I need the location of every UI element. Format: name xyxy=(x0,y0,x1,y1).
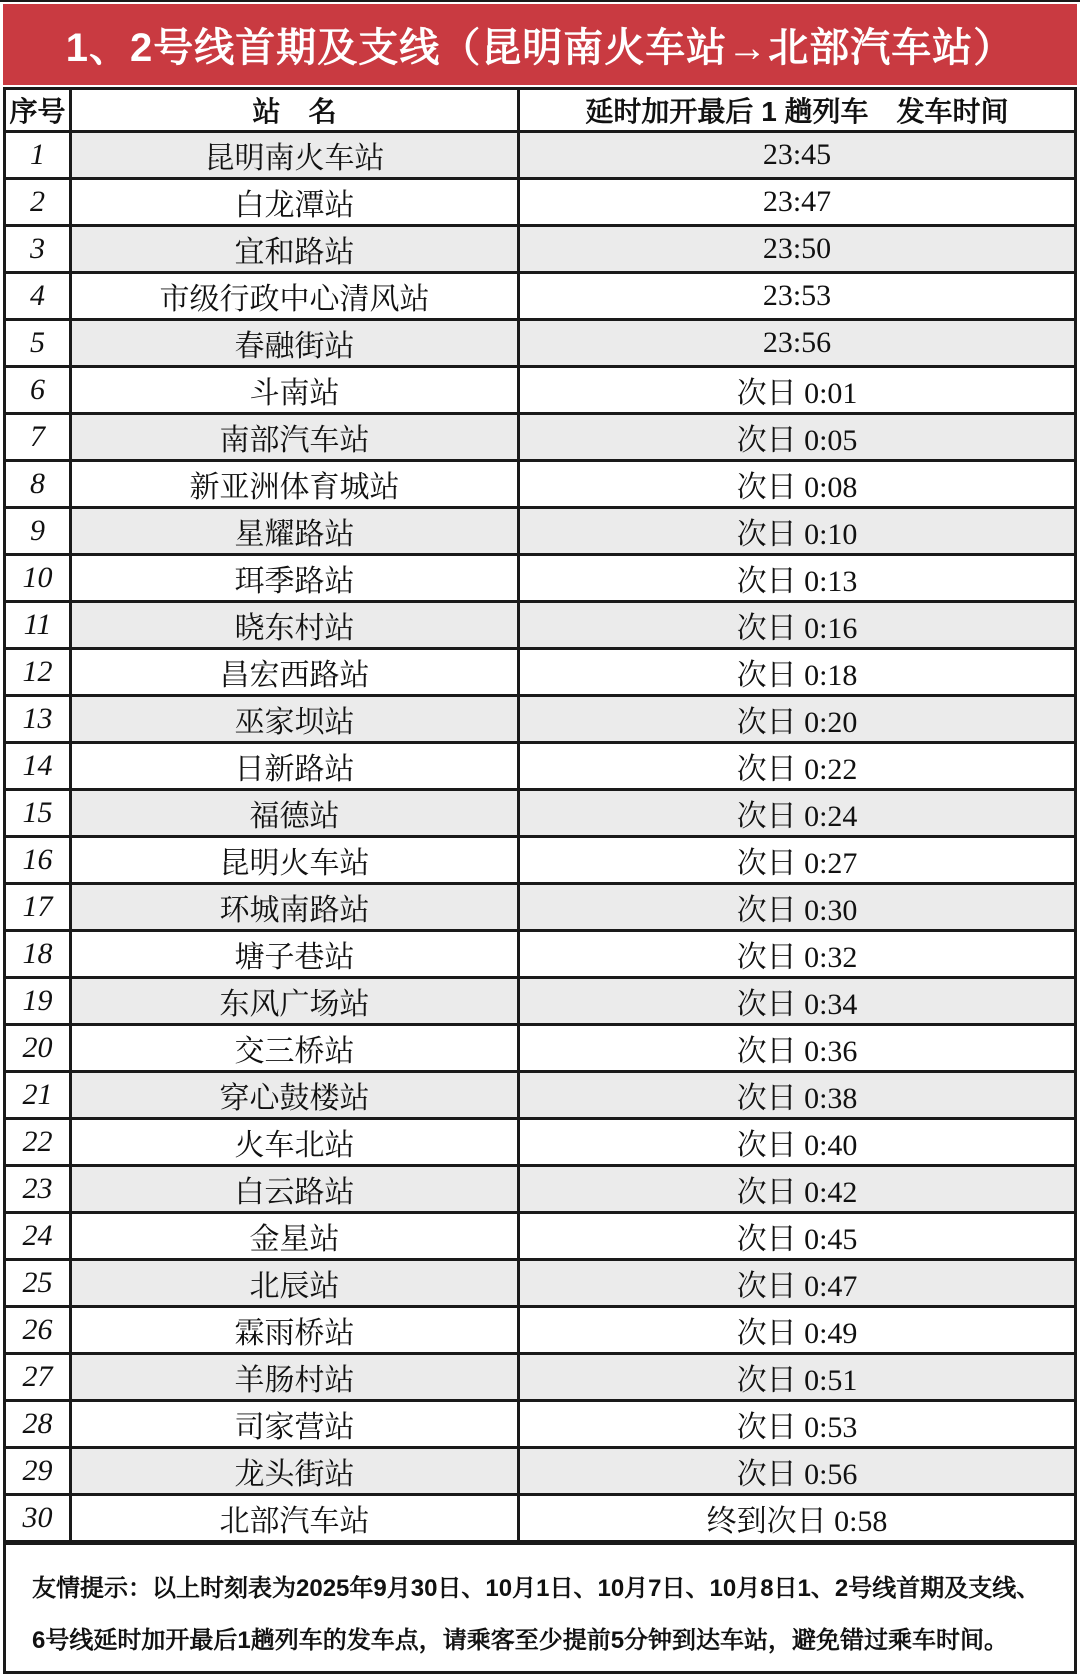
seq-number-cell: 8 xyxy=(5,461,71,508)
departure-time-cell: 次日 0:36 xyxy=(519,1025,1076,1072)
seq-number-cell: 5 xyxy=(5,320,71,367)
station-row xyxy=(5,273,1076,320)
station-name-cell: 白云路站 xyxy=(71,1166,519,1213)
departure-time-cell: 终到次日 0:58 xyxy=(519,1495,1076,1542)
departure-time-cell: 次日 0:47 xyxy=(519,1260,1076,1307)
seq-number-cell: 28 xyxy=(5,1401,71,1448)
departure-time-cell: 次日 0:24 xyxy=(519,790,1076,837)
station-name-cell: 白龙潭站 xyxy=(71,179,519,226)
seq-number-cell: 25 xyxy=(5,1260,71,1307)
departure-time-cell: 次日 0:34 xyxy=(519,978,1076,1025)
station-row xyxy=(5,743,1076,790)
departure-time-cell: 23:47 xyxy=(519,179,1076,226)
station-name-cell: 羊肠村站 xyxy=(71,1354,519,1401)
station-row xyxy=(5,1025,1076,1072)
notice-line-1: 友情提示：以上时刻表为2025年9月30日、10月1日、10月7日、10月8日1、2号线首期及支线、 xyxy=(32,1575,1041,1602)
departure-time-cell: 次日 0:40 xyxy=(519,1119,1076,1166)
seq-number-cell: 4 xyxy=(5,273,71,320)
station-row xyxy=(5,555,1076,602)
station-name-cell: 日新路站 xyxy=(71,743,519,790)
seq-number-cell: 18 xyxy=(5,931,71,978)
seq-number-cell: 27 xyxy=(5,1354,71,1401)
station-row xyxy=(5,790,1076,837)
seq-number-cell: 7 xyxy=(5,414,71,461)
station-row xyxy=(5,1448,1076,1495)
station-name-cell: 星耀路站 xyxy=(71,508,519,555)
station-name-cell: 晓东村站 xyxy=(71,602,519,649)
seq-number-cell: 15 xyxy=(5,790,71,837)
station-name-cell: 霖雨桥站 xyxy=(71,1307,519,1354)
station-row xyxy=(5,1213,1076,1260)
seq-number-cell: 16 xyxy=(5,837,71,884)
departure-time-cell: 次日 0:45 xyxy=(519,1213,1076,1260)
departure-time-cell: 23:53 xyxy=(519,273,1076,320)
header-row xyxy=(5,89,1076,132)
station-row xyxy=(5,1401,1076,1448)
departure-time-cell: 次日 0:49 xyxy=(519,1307,1076,1354)
station-row xyxy=(5,367,1076,414)
station-row xyxy=(5,1307,1076,1354)
departure-time-cell: 次日 0:20 xyxy=(519,696,1076,743)
station-name-cell: 穿心鼓楼站 xyxy=(71,1072,519,1119)
station-name-cell: 司家营站 xyxy=(71,1401,519,1448)
station-name-cell: 北辰站 xyxy=(71,1260,519,1307)
station-row xyxy=(5,179,1076,226)
station-row xyxy=(5,1072,1076,1119)
departure-time-cell: 次日 0:01 xyxy=(519,367,1076,414)
departure-time-cell: 次日 0:38 xyxy=(519,1072,1076,1119)
station-row xyxy=(5,1166,1076,1213)
station-row xyxy=(5,414,1076,461)
departure-time-cell: 次日 0:13 xyxy=(519,555,1076,602)
seq-number-cell: 17 xyxy=(5,884,71,931)
station-name-cell: 塘子巷站 xyxy=(71,931,519,978)
departure-time-cell: 次日 0:53 xyxy=(519,1401,1076,1448)
station-row xyxy=(5,837,1076,884)
seq-number-cell: 24 xyxy=(5,1213,71,1260)
seq-number-cell: 12 xyxy=(5,649,71,696)
station-row xyxy=(5,1495,1076,1542)
line-title: 1、2号线首期及支线（昆明南火车站→北部汽车站） xyxy=(65,26,1015,70)
station-name-cell: 交三桥站 xyxy=(71,1025,519,1072)
station-rows xyxy=(5,132,1076,1542)
seq-number-cell: 2 xyxy=(5,179,71,226)
departure-time-cell: 次日 0:32 xyxy=(519,931,1076,978)
station-name-cell: 宜和路站 xyxy=(71,226,519,273)
departure-time-cell: 次日 0:51 xyxy=(519,1354,1076,1401)
seq-number-cell: 14 xyxy=(5,743,71,790)
departure-time-cell: 次日 0:18 xyxy=(519,649,1076,696)
seq-number-cell: 29 xyxy=(5,1448,71,1495)
seq-number-cell: 13 xyxy=(5,696,71,743)
station-name-cell: 东风广场站 xyxy=(71,978,519,1025)
station-name-cell: 新亚洲体育城站 xyxy=(71,461,519,508)
station-row xyxy=(5,226,1076,273)
seq-number-cell: 22 xyxy=(5,1119,71,1166)
departure-time-cell: 次日 0:05 xyxy=(519,414,1076,461)
station-name-cell: 昆明火车站 xyxy=(71,837,519,884)
station-name-cell: 火车北站 xyxy=(71,1119,519,1166)
station-row xyxy=(5,1354,1076,1401)
station-row xyxy=(5,1119,1076,1166)
seq-number-cell: 19 xyxy=(5,978,71,1025)
station-name-cell: 斗南站 xyxy=(71,367,519,414)
seq-number-cell: 10 xyxy=(5,555,71,602)
notice-line-2: 6号线延时加开最后1趟列车的发车点，请乘客至少提前5分钟到达车站，避免错过乘车时间。 xyxy=(32,1627,1009,1654)
departure-time-cell: 次日 0:08 xyxy=(519,461,1076,508)
station-row xyxy=(5,132,1076,179)
station-name-cell: 珥季路站 xyxy=(71,555,519,602)
station-name-cell: 北部汽车站 xyxy=(71,1495,519,1542)
seq-number-cell: 11 xyxy=(5,602,71,649)
station-name-cell: 市级行政中心清风站 xyxy=(71,273,519,320)
station-row xyxy=(5,649,1076,696)
departure-time-cell: 23:50 xyxy=(519,226,1076,273)
station-row xyxy=(5,884,1076,931)
seq-number-cell: 9 xyxy=(5,508,71,555)
departure-time-cell: 23:56 xyxy=(519,320,1076,367)
notice-box xyxy=(3,1542,1077,1674)
departure-time-cell: 次日 0:10 xyxy=(519,508,1076,555)
seq-number-cell: 20 xyxy=(5,1025,71,1072)
station-name-cell: 环城南路站 xyxy=(71,884,519,931)
seq-number-cell: 26 xyxy=(5,1307,71,1354)
station-row xyxy=(5,931,1076,978)
station-name-cell: 福德站 xyxy=(71,790,519,837)
station-name-cell: 巫家坝站 xyxy=(71,696,519,743)
departure-time-cell: 23:45 xyxy=(519,132,1076,179)
station-row xyxy=(5,320,1076,367)
seq-number-cell: 6 xyxy=(5,367,71,414)
station-row xyxy=(5,602,1076,649)
seq-number-cell: 23 xyxy=(5,1166,71,1213)
seq-number-cell: 1 xyxy=(5,132,71,179)
station-name-cell: 龙头街站 xyxy=(71,1448,519,1495)
station-name-cell: 昆明南火车站 xyxy=(71,132,519,179)
departure-time-cell: 次日 0:27 xyxy=(519,837,1076,884)
station-name-cell: 昌宏西路站 xyxy=(71,649,519,696)
station-name-cell: 南部汽车站 xyxy=(71,414,519,461)
departure-time-cell: 次日 0:42 xyxy=(519,1166,1076,1213)
seq-number-cell: 3 xyxy=(5,226,71,273)
station-row xyxy=(5,1260,1076,1307)
station-name-cell: 金星站 xyxy=(71,1213,519,1260)
seq-number-cell: 21 xyxy=(5,1072,71,1119)
departure-time-cell: 次日 0:16 xyxy=(519,602,1076,649)
header-seq-number: 序号 xyxy=(5,89,71,132)
header-station-name: 站 名 xyxy=(71,89,519,132)
station-name-cell: 春融街站 xyxy=(71,320,519,367)
departure-time-cell: 次日 0:22 xyxy=(519,743,1076,790)
seq-number-cell: 30 xyxy=(5,1495,71,1542)
departure-time-cell: 次日 0:56 xyxy=(519,1448,1076,1495)
departure-time-cell: 次日 0:30 xyxy=(519,884,1076,931)
station-row xyxy=(5,461,1076,508)
station-row xyxy=(5,508,1076,555)
departure-timetable xyxy=(3,87,1077,1543)
station-row xyxy=(5,978,1076,1025)
header-departure-time: 延时加开最后 1 趟列车 发车时间 xyxy=(519,89,1076,132)
line-title-banner xyxy=(3,4,1077,85)
station-row xyxy=(5,696,1076,743)
